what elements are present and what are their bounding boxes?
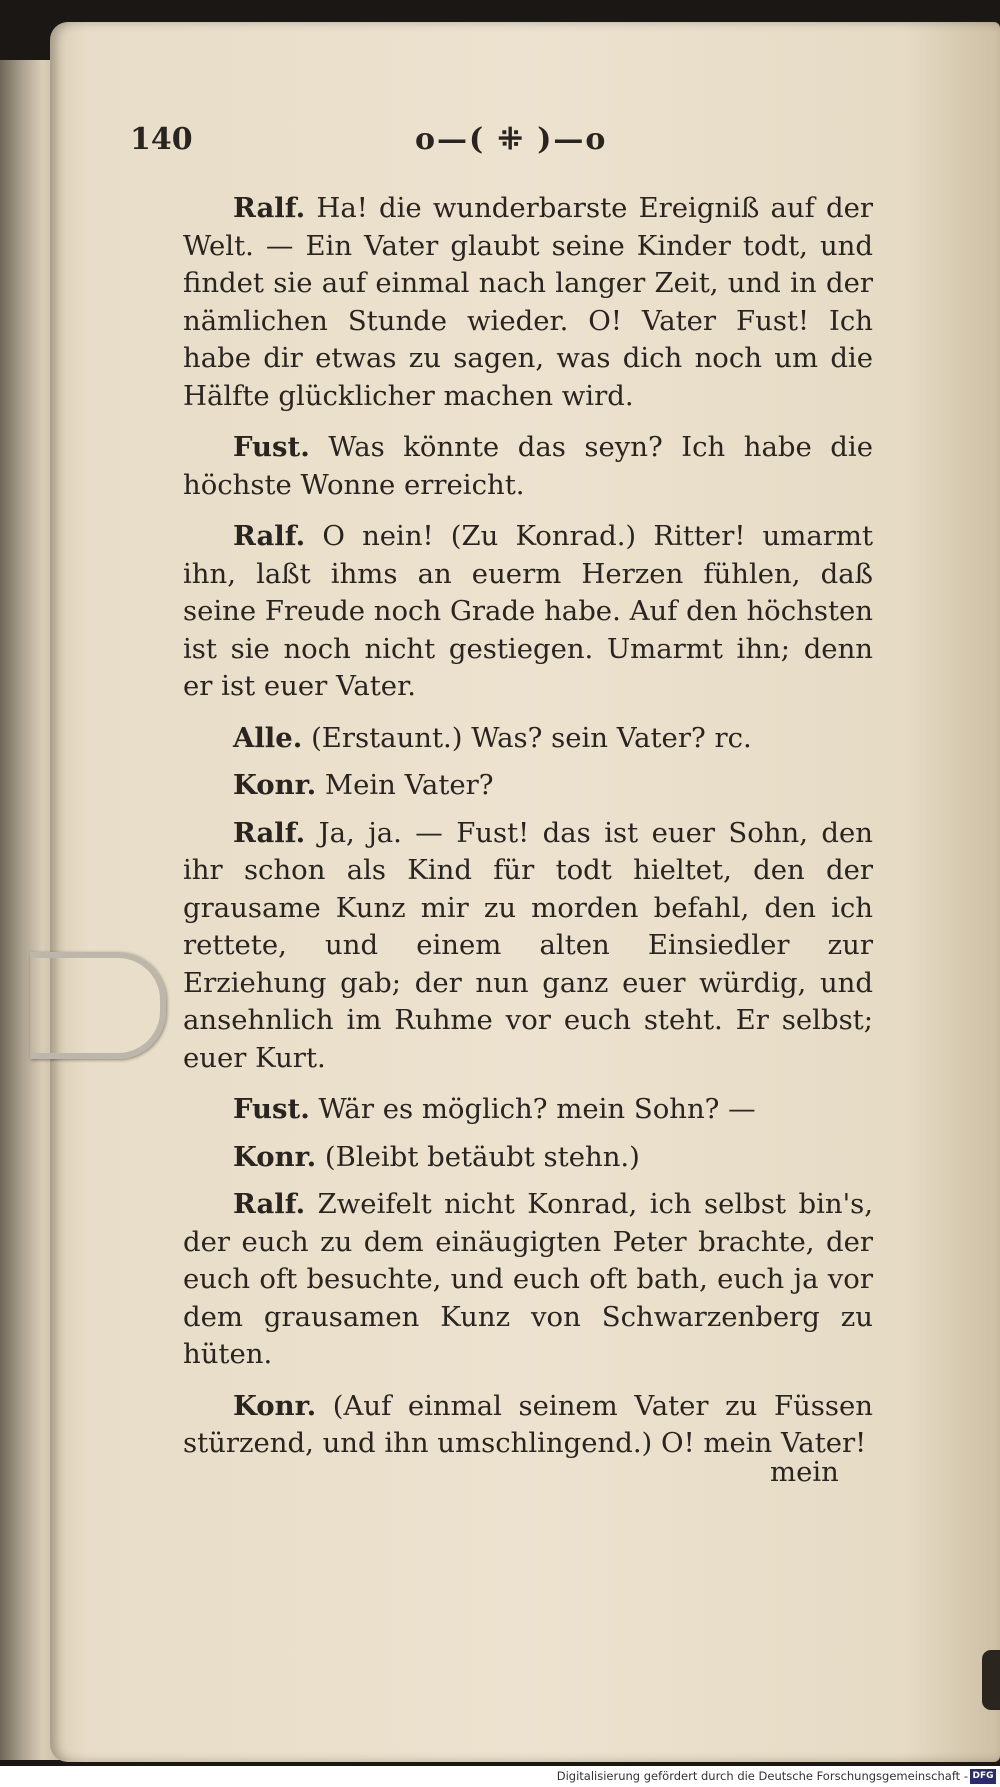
dfg-logo-icon: DFG (970, 1769, 996, 1784)
dialogue-text: O nein! (Zu Konrad.) Ritter! umarmt ihn, laßt ihms an euerm Herzen fühlen, daß seine Freude noch Grade habe. Auf den höchsten ist sie noch nicht gestiegen. Umarmt ihn; denn er ist euer Vater. (183, 520, 874, 702)
paper-clip (30, 952, 166, 1059)
speaker-name: Ralf. (233, 1188, 306, 1220)
speaker-name: Ralf. (233, 816, 306, 849)
dialogue-text: Wär es möglich? mein Sohn? — (318, 1093, 756, 1125)
dialogue-text: Ha! die wunderbarste Ereigniß auf der Welt. — Ein Vater glaubt seine Kinder todt, und findet sie auf einmal nach langer Zeit, und in der nämlichen Stunde wieder. O! Vater Fust! Ich habe dir etwas zu sagen, was dich noch um die Hälfte glücklicher machen wird. (183, 192, 873, 412)
speaker-name: Konr. (233, 769, 317, 801)
dialogue-text: Mein Vater? (324, 769, 494, 801)
dialogue-paragraph (183, 1186, 873, 1374)
dialogue-text: (Erstaunt.) Was? sein Vater? rc. (311, 721, 752, 754)
speaker-name: Konr. (233, 1389, 317, 1422)
dialogue-paragraph (183, 1139, 873, 1177)
dialogue-paragraph (183, 1388, 873, 1463)
speaker-name: Alle. (233, 721, 303, 754)
header-ornament: o—( ⁜ )—o (415, 122, 608, 157)
page-header (130, 122, 630, 162)
dialogue-paragraph (183, 190, 873, 415)
page-number: 140 (130, 122, 193, 157)
dialogue-text: (Auf einmal seinem Vater zu Füssen stürzend, und ihn umschlingend.) O! mein Vater! (183, 1389, 873, 1459)
speaker-name: Konr. (233, 1140, 317, 1173)
dialogue-paragraph (183, 429, 873, 504)
footer-bar (0, 1766, 1000, 1787)
dialogue-paragraph (183, 518, 873, 706)
dialogue-paragraph (183, 1091, 873, 1129)
dialogue-text: Zweifelt nicht Konrad, ich selbst bin's, der euch zu dem einäugigten Peter brachte, der euch oft besuchte, und euch oft bath, euch ja vor dem grausamen Kunz von Schwarzenberg zu hüten. (183, 1188, 873, 1370)
speaker-name: Ralf. (233, 192, 306, 224)
dialogue-text: Was könnte das seyn? Ich habe die höchste Wonne erreicht. (183, 431, 873, 501)
speaker-name: Fust. (233, 1093, 310, 1125)
speaker-name: Ralf. (233, 520, 306, 552)
funding-credit: Digitalisierung gefördert durch die Deutsche Forschungsgemeinschaft - (556, 1769, 968, 1783)
dialogue-paragraph (183, 815, 873, 1078)
dialogue-paragraph (183, 720, 873, 758)
page-body (183, 190, 873, 1477)
thumb-at-edge (982, 1650, 1000, 1710)
catchword: mein (770, 1456, 839, 1488)
dialogue-text: (Bleibt betäubt stehn.) (324, 1140, 640, 1173)
speaker-name: Fust. (233, 431, 310, 463)
dialogue-paragraph (183, 767, 873, 805)
dialogue-text: Ja, ja. — Fust! das ist euer Sohn, den ihr schon als Kind für todt hieltet, den der grausame Kunz mir zu morden befahl, den ich rettete, und einem alten Einsiedler zur Erziehung gab; der nun ganz euer würdig, und ansehnlich im Ruhme vor euch steht. Er selbst; euer Kurt. (183, 816, 873, 1074)
